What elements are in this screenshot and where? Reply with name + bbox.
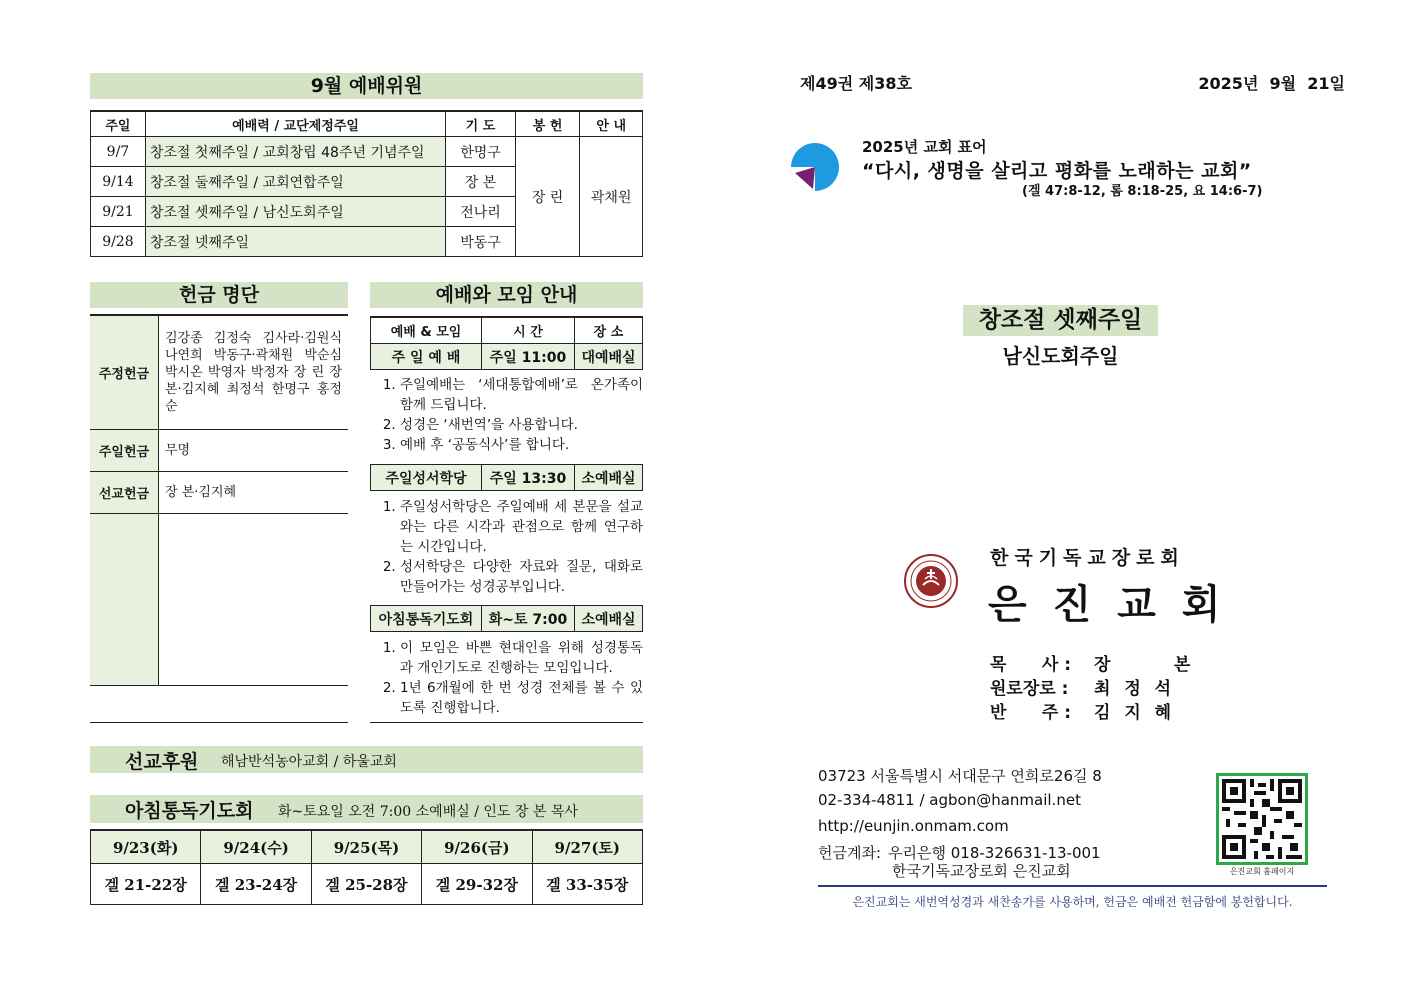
staff-list [990,653,1194,725]
guide-note: 2. 성서학당은 다양한 자료와 질문, 대화로 만들어가는 성경공부입니다. [400,557,643,597]
offering-value [159,513,349,685]
mission-title: 선교후원 [125,751,199,773]
reading-chapter: 겔 33-35장 [532,864,642,905]
staff-row [990,701,1194,725]
guide-section-table [370,464,643,491]
offering-person: 장 린 [515,137,580,257]
motto-text: “다시, 생명을 살리고 평화를 노래하는 교회” [862,160,1252,182]
sunday-subtitle: 남신도회주일 [1002,344,1119,368]
reading-day: 9/27(토) [532,830,642,864]
col-header: 기 도 [446,111,516,137]
reading-table [90,829,643,905]
offering-row [90,471,348,513]
sunday-title: 창조절 셋째주일 [963,305,1158,336]
account-line-1: 우리은행 018-326631-13-001 [888,844,1101,862]
offering-row [90,315,348,429]
reading-chapter: 겔 25-28장 [311,864,421,905]
motto-reference: (겔 47:8-12, 롬 8:18-25, 요 14:6-7) [1022,184,1263,199]
issue-date: 2025년 9월 21일 [1198,74,1345,93]
row-date: 9/7 [91,137,146,167]
address: 03723 서울특별시 서대문구 연희로26길 8 [818,767,1102,785]
row-prayer: 박동구 [446,227,516,257]
volume-number: 제49권 제38호 [800,74,912,93]
church-seal-icon [903,553,959,609]
committee-title: 9월 예배위원 [90,73,643,99]
guide-notes [370,375,643,455]
reading-day: 9/24(수) [201,830,311,864]
guide-note: 1. 이 모임은 바쁜 현대인을 위해 성경통독과 개인기도로 진행하는 모임입니다. [400,638,643,678]
guide-time: 주일 11:00 [482,344,575,370]
col-header: 주일 [91,111,146,137]
morning-bar [90,795,643,823]
guide-name: 주일성서학당 [371,465,482,491]
reading-chapter: 겔 23-24장 [201,864,311,905]
offering-label: 선교헌금 [90,471,159,513]
denomination: 한국기독교장로회 [990,547,1185,569]
guide-notes [370,497,643,597]
mission-text: 해남반석농아교회 / 하울교회 [221,754,397,770]
row-date: 9/14 [91,167,146,197]
account-line-2: 한국기독교장로회 은진교회 [892,862,1071,880]
offering-value: 무명 [159,429,349,471]
row-prayer: 한명구 [446,137,516,167]
guide-bottom-rule [370,722,643,723]
staff-name: 최 정 석 [1094,679,1176,699]
guide-col-header: 예배 & 모임 [371,317,482,344]
offering-label: 주일헌금 [90,429,159,471]
row-name: 창조절 첫째주일 / 교회창립 48주년 기념주일 [145,137,445,167]
row-name: 창조절 셋째주일 / 남신도회주일 [145,197,445,227]
offering-row [90,513,348,685]
account-label: 헌금계좌: [818,844,882,862]
row-name: 창조절 둘째주일 / 교회연합주일 [145,167,445,197]
qr-code[interactable] [1216,773,1308,865]
row-prayer: 전나리 [446,197,516,227]
staff-row [990,653,1194,677]
guide-time: 주일 13:30 [482,465,575,491]
guide-name: 아침통독기도회 [371,606,482,632]
guide-col-header: 시 간 [482,317,575,344]
guide-note: 1. 주일예배는 ‘세대통합예배’로 온가족이 함께 드립니다. [400,375,643,415]
guide-note: 1. 주일성서학당은 주일예배 세 본문을 설교와는 다른 시각과 관점으로 함께 연구하는 시간입니다. [400,497,643,557]
footer-rule [818,885,1327,887]
mission-bar [90,746,643,773]
guide-note: 3. 예배 후 ‘공동식사’를 합니다. [400,435,643,455]
guide-place: 소예배실 [575,606,643,632]
col-header: 안 내 [580,111,643,137]
staff-role: 원로장로 : [990,679,1069,699]
guide-note: 2. 성경은 ‘새번역’을 사용합니다. [400,415,643,435]
offering-value: 김강종 김정숙 김사라·김원식 나연희 박동구·곽채원 박순심 박시온 박영자 박정자 장 린 장 본·김지혜 최정석 한명구 홍정순 [159,315,349,429]
offering-title: 헌금 명단 [90,282,348,308]
contact: 02-334-4811 / agbon@hanmail.net [818,791,1081,809]
qr-label: 은진교회 홈페이지 [1229,867,1295,876]
guide-time: 화~토 7:00 [482,606,575,632]
church-name: 은 진 교 회 [988,582,1227,628]
guide-note: 2. 1년 6개월에 한 번 성경 전체를 볼 수 있도록 진행합니다. [400,678,643,718]
reading-day: 9/25(목) [311,830,421,864]
staff-name: 장 본 [1094,655,1195,675]
offering-bottom-rule [90,722,348,723]
offering-label: 주정헌금 [90,315,159,429]
reading-day: 9/23(화) [91,830,201,864]
reading-day: 9/26(금) [422,830,532,864]
row-name: 창조절 넷째주일 [145,227,445,257]
guide-notes [370,638,643,718]
row-date: 9/28 [91,227,146,257]
guide-header-table [370,316,643,370]
motto-label: 2025년 교회 표어 [862,138,987,156]
guide-name: 주 일 예 배 [371,344,482,370]
footer-note: 은진교회는 새번역성경과 새찬송가를 사용하며, 헌금은 예배전 헌금함에 봉헌합니다. [852,895,1293,909]
reading-chapter: 겔 21-22장 [91,864,201,905]
staff-row [990,677,1194,701]
reading-chapter: 겔 29-32장 [422,864,532,905]
table-row [91,137,643,167]
staff-name: 김 지 혜 [1094,703,1176,723]
guide-col-header: 장 소 [575,317,643,344]
guide-section-table [370,605,643,632]
row-prayer: 장 본 [446,167,516,197]
staff-role: 목 사 : [990,655,1072,675]
website-link[interactable]: http://eunjin.onmam.com [818,817,1009,835]
guide-title: 예배와 모임 안내 [370,282,643,308]
morning-title: 아침통독기도회 [125,800,254,822]
guide-place: 소예배실 [575,465,643,491]
row-date: 9/21 [91,197,146,227]
offering-table [90,314,348,686]
offering-label [90,513,159,685]
committee-table [90,110,643,257]
qr-code-icon [1222,779,1302,859]
staff-role: 반 주 : [990,703,1072,723]
col-header: 예배력 / 교단제정주일 [145,111,445,137]
motto-logo-icon [789,141,841,193]
offering-value: 장 본·김지혜 [159,471,349,513]
col-header: 봉 헌 [515,111,580,137]
offering-row [90,429,348,471]
morning-text: 화~토요일 오전 7:00 소예배실 / 인도 장 본 목사 [278,804,578,820]
guide-person: 곽채원 [580,137,643,257]
guide-place: 대예배실 [575,344,643,370]
